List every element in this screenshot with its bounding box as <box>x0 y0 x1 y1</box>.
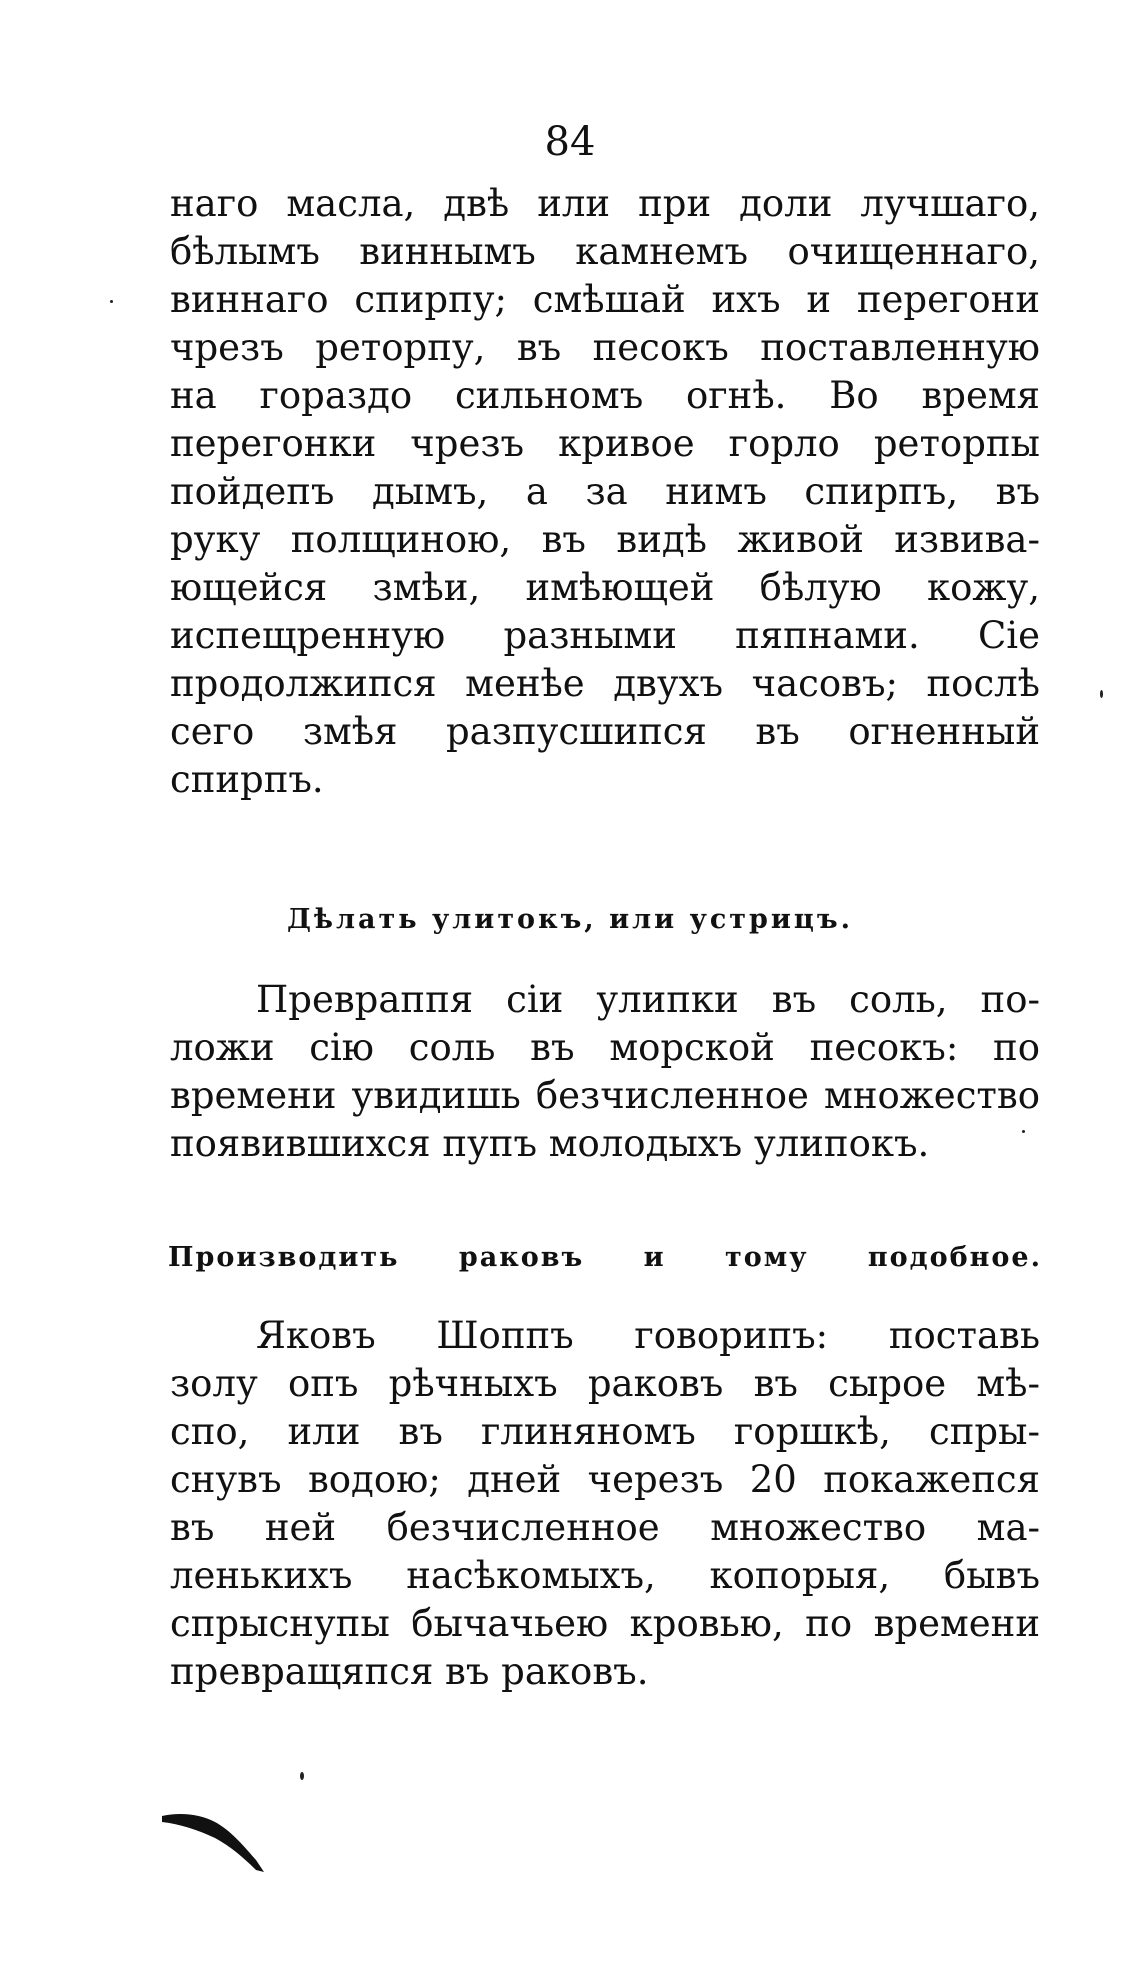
paragraph-1 <box>170 180 1040 804</box>
section-heading-snails: Дѣлать улитокъ, или устрицъ. <box>287 904 853 935</box>
text-line: продолжипся менѣе двухъ часовъ; послѣ <box>170 662 1040 705</box>
text-line: спирпъ. <box>170 758 324 801</box>
text-line: Превраппя сіи улипки въ соль, по- <box>256 978 1040 1021</box>
ink-speck <box>110 300 113 303</box>
text-line: появившихся пупъ молодыхъ улипокъ. <box>170 1122 930 1165</box>
ink-speck <box>1022 1130 1025 1133</box>
text-line: испещренную разными пяпнами. Сіе <box>170 614 1040 657</box>
text-line: спрыснупы бычачьею кровью, по времени <box>170 1602 1040 1645</box>
text-line: спо, или въ глиняномъ горшкѣ, спры- <box>170 1410 1040 1453</box>
text-line: времени увидишь безчисленное множество <box>170 1074 1040 1117</box>
text-line: ющейся змѣи, имѣющей бѣлую кожу, <box>170 566 1040 609</box>
text-line: Яковъ Шоппъ говорипъ: поставь <box>256 1314 1040 1357</box>
text-line: руку полщиною, въ видѣ живой извива- <box>170 518 1040 561</box>
text-line: превращяпся въ раковъ. <box>170 1650 649 1693</box>
ink-speck <box>1100 690 1103 698</box>
paragraph-2 <box>170 976 1040 1168</box>
text-line: на гораздо сильномъ огнѣ. Во время <box>170 374 1040 417</box>
text-line: пойдепъ дымъ, а за нимъ спирпъ, въ <box>170 470 1040 513</box>
text-line: бѣлымъ виннымъ камнемъ очищеннаго, <box>170 230 1040 273</box>
text-line: снувъ водою; дней черезъ 20 покажепся <box>170 1458 1040 1501</box>
paragraph-3 <box>170 1312 1040 1696</box>
text-line: виннаго спирпу; смѣшай ихъ и перегони <box>170 278 1040 321</box>
text-line: наго масла, двѣ или при доли лучшаго, <box>170 182 1040 225</box>
page-number: 84 <box>544 119 596 165</box>
text-line: ленькихъ насѣкомыхъ, копорыя, бывъ <box>170 1554 1040 1597</box>
text-line: перегонки чрезъ кривое горло реторпы <box>170 422 1040 465</box>
text-line: ложи сію соль въ морской песокъ: по <box>170 1026 1040 1069</box>
ink-blot-mark <box>160 1808 270 1878</box>
section-heading-crayfish: Производить раковъ и тому подобное. <box>168 1242 1042 1273</box>
text-line: сего змѣя разпусшипся въ огненный <box>170 710 1040 753</box>
text-line: золу опъ рѣчныхъ раковъ въ сырое мѣ- <box>170 1362 1040 1405</box>
text-line: чрезъ реторпу, въ песокъ поставленную <box>170 326 1040 369</box>
text-line: въ ней безчисленное множество ма- <box>170 1506 1040 1549</box>
ink-speck <box>300 1772 304 1780</box>
